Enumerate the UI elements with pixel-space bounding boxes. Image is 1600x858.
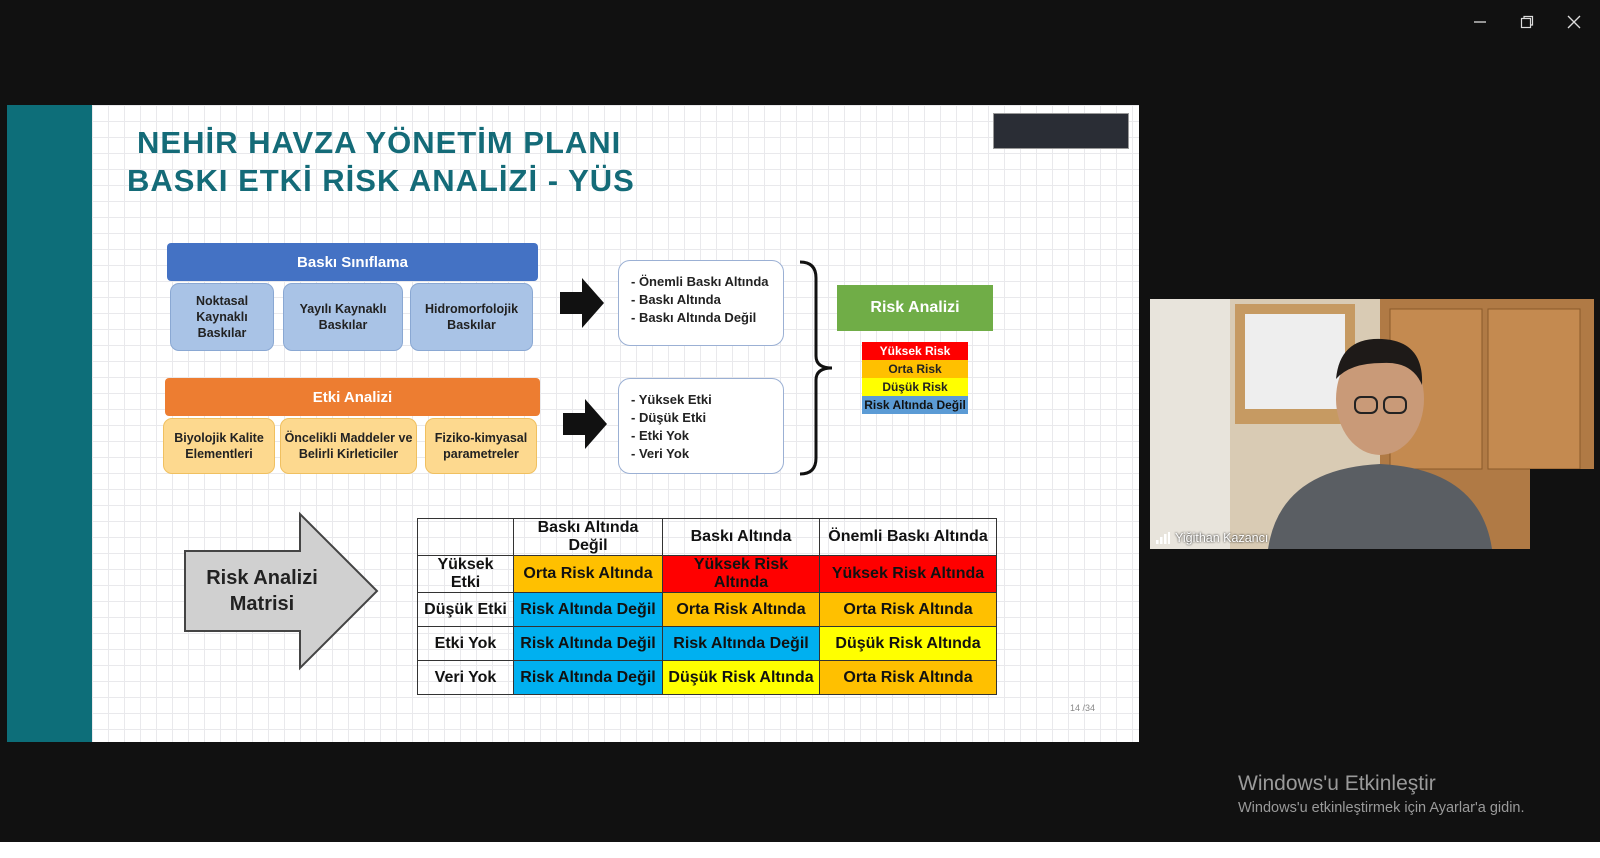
slide-page-number: 14 /34 — [1070, 703, 1096, 713]
minimize-button[interactable] — [1458, 8, 1502, 36]
curly-brace-icon — [798, 260, 838, 478]
pressure-classification-header: Baskı Sınıflama — [167, 243, 538, 281]
risk-legend-low: Düşük Risk — [862, 378, 968, 396]
table-row — [418, 519, 997, 556]
matrix-col-header: Baskı Altında — [663, 519, 820, 556]
participant-video-tile[interactable] — [1150, 299, 1594, 549]
restore-button[interactable] — [1505, 8, 1549, 36]
slide-side-stripe — [7, 105, 92, 742]
signal-bars-icon — [1156, 532, 1170, 544]
logo-bar — [993, 113, 1129, 149]
impact-box-physchem: Fiziko-kimyasal parametreler — [425, 418, 537, 474]
list-item: - Önemli Baskı Altında — [631, 274, 769, 289]
table-row — [418, 627, 997, 661]
video-frame — [1150, 299, 1594, 549]
matrix-row-header: Düşük Etki — [418, 593, 514, 627]
close-button[interactable] — [1552, 8, 1596, 36]
impact-box-biological: Biyolojik Kalite Elementleri — [163, 418, 275, 474]
participant-name-label — [1156, 531, 1268, 545]
risk-legend-mid: Orta Risk — [862, 360, 968, 378]
table-row — [418, 593, 997, 627]
slide-body — [92, 105, 1139, 742]
matrix-row-header: Veri Yok — [418, 661, 514, 695]
risk-legend-high: Yüksek Risk — [862, 342, 968, 360]
right-arrow-icon — [560, 278, 606, 328]
risk-matrix-table — [417, 518, 997, 695]
list-item: - Baskı Altında Değil — [631, 310, 757, 325]
list-item: - Düşük Etki — [631, 410, 707, 425]
pressure-box-point: Noktasal Kaynaklı Baskılar — [170, 283, 274, 351]
matrix-cell: Orta Risk Altında — [820, 661, 997, 695]
list-item: - Yüksek Etki — [631, 392, 712, 407]
matrix-cell: Yüksek Risk Altında — [663, 556, 820, 593]
matrix-cell: Yüksek Risk Altında — [820, 556, 997, 593]
matrix-cell: Risk Altında Değil — [514, 627, 663, 661]
slide-title-line1: NEHİR HAVZA YÖNETİM PLANI — [137, 125, 622, 160]
matrix-cell: Düşük Risk Altında — [820, 627, 997, 661]
close-icon — [1567, 15, 1581, 29]
table-row — [418, 661, 997, 695]
pressure-outcome-list — [618, 260, 784, 346]
activation-title: Windows'u Etkinleştir — [1238, 772, 1436, 795]
matrix-cell: Düşük Risk Altında — [663, 661, 820, 695]
shared-slide — [7, 105, 1139, 742]
matrix-cell: Risk Altında Değil — [514, 593, 663, 627]
risk-legend-none: Risk Altında Değil — [862, 396, 968, 414]
pressure-box-hydromorph: Hidromorfolojik Baskılar — [410, 283, 533, 351]
pressure-box-diffuse: Yayılı Kaynaklı Baskılar — [283, 283, 403, 351]
windows-activation-watermark — [1238, 772, 1525, 816]
matrix-col-header: Önemli Baskı Altında — [820, 519, 997, 556]
impact-outcome-list — [618, 378, 784, 474]
impact-analysis-header: Etki Analizi — [165, 378, 540, 416]
list-item: - Baskı Altında — [631, 292, 721, 307]
table-row — [418, 556, 997, 593]
participant-name: Yiğithan Kazancı — [1175, 531, 1269, 545]
matrix-cell: Orta Risk Altında — [663, 593, 820, 627]
bottom-band — [0, 842, 1600, 858]
slide-title-line2: BASKI ETKİ RİSK ANALİZİ - YÜS — [127, 163, 635, 198]
matrix-cell: Risk Altında Değil — [663, 627, 820, 661]
matrix-cell: Orta Risk Altında — [820, 593, 997, 627]
matrix-corner — [418, 519, 514, 556]
restore-icon — [1520, 15, 1534, 29]
matrix-row-header: Yüksek Etki — [418, 556, 514, 593]
right-arrow-icon — [563, 399, 609, 449]
matrix-cell: Risk Altında Değil — [514, 661, 663, 695]
matrix-col-header: Baskı Altında Değil — [514, 519, 663, 556]
matrix-label: Risk Analizi Matrisi — [206, 567, 318, 615]
list-item: - Veri Yok — [631, 446, 690, 461]
matrix-cell: Orta Risk Altında — [514, 556, 663, 593]
impact-box-priority: Öncelikli Maddeler ve Belirli Kirleticiler — [280, 418, 417, 474]
minimize-icon — [1473, 15, 1487, 29]
list-item: - Etki Yok — [631, 428, 690, 443]
matrix-row-header: Etki Yok — [418, 627, 514, 661]
activation-subtitle: Windows'u etkinleştirmek için Ayarlar'a gidin. — [1238, 800, 1525, 816]
risk-analysis-header: Risk Analizi — [837, 285, 993, 331]
